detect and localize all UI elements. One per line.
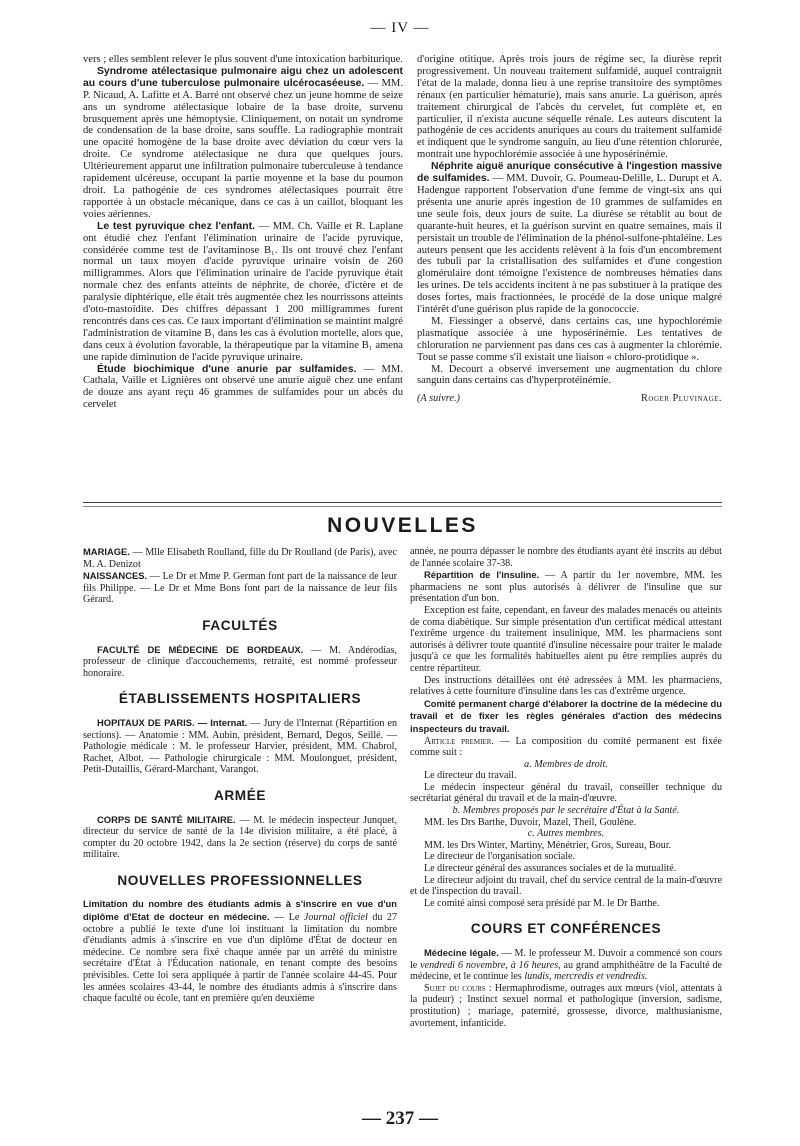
list-item: Le directeur du travail. <box>424 770 517 782</box>
news-text: — M. le professeur M. Duvoir a commencé son cours le <box>410 948 723 971</box>
news-item-hopitaux <box>83 717 397 776</box>
author: M. Fiessinger <box>431 315 493 327</box>
news-item-naissances <box>83 570 397 606</box>
paragraph <box>417 161 722 316</box>
subheading: c. Autres membres. <box>527 828 605 840</box>
list-item: Le médecin inspecteur général du travail, conseiller technique du secrétariat général du travail et de la main-d'œuvre. <box>410 781 722 805</box>
authors: — MM. Cathala, Vaille et Lignières <box>83 363 403 387</box>
page-number: — 237 — <box>362 1108 438 1129</box>
news-text: — Jury de l'Internat (Répartition en sections). — Anatomie : MM. Aubin, président, Bernard, Degos, Seillé. — Pathologie médicale : M. le professeur Harvier, président, MM. Chabrol, Rachet, Albot. — Pathologie chirurgicale : MM. Moulonguet, président, Petit-Dutaillis, Gérard-Marchant, Varangot. <box>83 717 397 776</box>
section-title-etablissements: ÉTABLISSEMENTS HOSPITALIERS <box>118 691 362 707</box>
news-text: — Le Dr et Mme P. German font part de la naissance de leur fils Philippe. — Le Dr et Mme Bons font part de la naissance de leur fils Gérard. <box>83 571 397 606</box>
news-label: NAISSANCES. <box>83 570 148 582</box>
news-label: Répartition de l'insuline. <box>424 569 540 581</box>
news-text: — A partir du 1er novembre, MM. les pharmaciens ne sont plus autorisés à délivrer de l'insuline que sur présentation d'un bon. <box>410 570 722 605</box>
news-label: FACULTÉ DE MÉDECINE DE BORDEAUX. <box>97 643 304 655</box>
news-text: — Le <box>269 912 304 924</box>
authors: — MM. Ch. Vaille et R. Laplane <box>254 220 404 232</box>
news-item-comite <box>410 698 722 736</box>
body-text: rapportent l'observation d'une femme de vingt-six ans qui présenta une anurie après ingestion de 10 grammes de sulfamides en une seule fois, deux jours de suite. La diurèse se rétablit au bout de quarante-huit heures, et la guérison survint en quatre semaines, mais il persistait un trouble de l'élimination de la phénol-sulfone-phtaléine. Les auteurs pensent que les accidents relèvent à la fois d'un encombrement des tubuli par la cristallisation des sulfamides et d'une congestion glomérulaire dont témoigne l'existence de nombreuses hématies dans les urines. De tels accidents incitent à ne pas substituer à la pratique des doses fortes, mais fractionnées, le procédé de la dose unique malgré l'intérêt d'une guérison plus rapide de la gonococcie. <box>417 184 722 316</box>
body-text: ont observé une anurie aiguë chez une enfant de douze ans ayant reçu 46 grammes de sulfamides pour un abcès du cervelet <box>83 375 404 411</box>
section-title-facultes: FACULTÉS <box>202 617 278 633</box>
paragraph <box>83 66 403 221</box>
paragraph <box>410 983 722 1029</box>
news-label: CORPS DE SANTÉ MILITAIRE. <box>97 813 236 825</box>
news-text: — Mlle Elisabeth Roulland, fille du Dr Roulland (de Paris), avec M. A. Denizot <box>83 547 397 570</box>
list-item: Le directeur général des assurances sociales et de la mutualité. <box>424 863 677 875</box>
section-title-nouvelles: NOUVELLES <box>327 514 478 537</box>
list-item: Le directeur de l'organisation sociale. <box>424 851 576 863</box>
news-text: : Hermaphrodisme, outrages aux mœurs (viol, attentats à la pudeur) ; Instinct sexuel normal et pathologique (inversion, sadisme, prostitution) ; mariage, paternité, grossesse, divorce, malthusianisme, avortement, infanticide. <box>410 982 722 1029</box>
paragraph <box>410 736 722 759</box>
article-label: Article premier. <box>424 735 494 747</box>
course-date: vendredi 6 novembre, à 16 heures, <box>420 959 561 971</box>
news-label: HOPITAUX DE PARIS. — Internat. <box>97 716 248 728</box>
authors: — MM. Duvoir, G. Poumeau-Delille, L. Durupt et A. Hadengue <box>417 173 722 196</box>
section-title-cours: COURS ET CONFÉRENCES <box>470 921 662 937</box>
list-item: Le comité ainsi composé sera présidé par M. le Dr Barthe. <box>424 897 660 909</box>
news-item-cours <box>410 947 722 983</box>
divider <box>83 506 722 507</box>
news-item-faculte <box>83 644 397 680</box>
paragraph <box>417 364 722 388</box>
section-title-professionnelles: NOUVELLES PROFESSIONNELLES <box>117 872 363 888</box>
journal-name: Journal officiel <box>303 912 368 924</box>
news-text: — M. Andérodias, professeur de clinique d'accouchements, retraité, est nommé professeur honoraire. <box>83 644 397 679</box>
news-item-mariage <box>83 546 397 570</box>
article-title: Étude biochimique d'une anurie par sulfamides. <box>97 363 357 375</box>
paragraph: Exception est faite, cependant, en faveur des malades menacés ou atteints de coma diabétique. Sur simple présentation d'un certificat médical attestant l'extrême urgence du traitement insulinique, MM. les pharmaciens sont autorisés à délivrer toute quantité d'insuline nécessaire pour traiter le malade jusqu'à ce que les formalités habituelles aient pu être remplies auprès du centre répartiteur. <box>410 604 722 674</box>
author: M. Decourt <box>431 363 483 375</box>
news-label: Comité permanent chargé d'élaborer la doctrine de la médecine du travail et de fixer les règles générales d'action des médecins inspecteurs du travail. <box>410 697 722 734</box>
article-title: Le test pyruvique chez l'enfant. <box>97 220 255 232</box>
paragraph: Des instructions détaillées ont été adressées à MM. les pharmaciens, relatives à cette fourniture d'insuline dans les cas d'extrême urgence. <box>410 674 722 698</box>
paragraph <box>83 364 403 412</box>
news-item-insuline <box>410 569 722 605</box>
body-text: a observé inversement une augmentation du chlore sanguin dans certains cas d'hyperprotéinémie. <box>417 363 722 387</box>
subheading: b. Membres proposés par le secrétaire d'État à la Santé. <box>452 805 680 817</box>
body-text: ont observé chez un jeune homme de seize ans un syndrome atélectasique lobaire de la base droite, survenu brusquement après une hémoptysie. Cliniquement, on notait un syndrome de condensation de la base droite, sans souffle. La radiographie montrait une opacité homogène de la base droite avec déviation du cœur vers la droite. Ce syndrome atélectasique ne dura que quelques jours. Ultérieurement apparut une infiltration pulmonaire tuberculeuse à tendance rapidement ulcéreuse, occupant la partie moyenne et la base du poumon droit. La pathogénie de ces syndromes atélectasiques pourrait être rapportée à un obstacle mécanique, dans ce cas à un caillot, bloquant les voies aériennes. <box>83 89 404 220</box>
paragraph: vers ; elles semblent relever le plus souvent d'une intoxication barbiturique. <box>83 54 403 65</box>
body-text: a observé, dans certains cas, une hypochlorémie plasmatique associée à une hyposérinémie. Les tentatives de chloruration ne parviennent pas dans ces cas à augmenter la chlorémie. Tout se passe comme s'il existait une liaison « chloro-protidique ». <box>417 315 723 363</box>
bottom-right-column <box>410 546 722 1029</box>
list-item: Le directeur adjoint du travail, chef du service central de la main-d'œuvre et de l'inspection du travail. <box>410 874 722 898</box>
section-title-armee: ARMÉE <box>213 787 267 803</box>
paragraph: d'origine otitique. Après trois jours de régime sec, la diurèse reprit progressivement. Un nouveau traitement sulfamidé, auquel contraignit l'état de la malade, donna lieu à une reprise transitoire des symptômes rénaux (en particulier hématurie), mais sans anurie. La guérison, après traitement chirurgical de l'abcès du cervelet, fut complète et, en particulier, il n'exista aucune séquelle rénale. Les auteurs discutent la pathogénie de ces accidents anuriques au cours du traitement sulfamidé et indiquent que le syndrome sanguin, au lieu d'une rétention chlorurée, montrait une hypochlorémie associée à une hyposérinémie. <box>417 54 722 161</box>
paragraph <box>417 316 722 364</box>
list-item: MM. les Drs Barthe, Duvoir, Mazel, Theil, Goulène. <box>424 816 637 828</box>
authors: — MM. P. Nicaud, A. Lafitte et A. Barré <box>83 77 403 101</box>
article-title: Syndrome atélectasique pulmonaire aigu chez un adolescent au cours d'une tuberculose pulmonaire ulcérocaséeuse. <box>83 65 403 89</box>
subheading: a. Membres de droit. <box>524 758 608 770</box>
continued-note: (A suivre.) <box>417 393 460 405</box>
news-text: du 27 octobre a publié le texte d'une loi instituant la limitation du nombre d'étudiants admis à s'inscrire en vue d'un diplôme d'État de docteur en médecine. Ce nombre sera fixé chaque année par un arrêté du ministre secrétaire d'État à l'Éducation nationale, en tenant compte des besoins prévisibles. Cette loi sera appliquée à partir de l'année scolaire 44-45. Pour les années scolaires 43-44, le nombre des étudiants admis à s'inscrire dans chaque faculté ou école, tant en première qu'en deuxième <box>83 912 398 1005</box>
paragraph <box>83 221 403 364</box>
list-item: MM. les Drs Winter, Martiny, Ménétrier, Gros, Sureau, Bour. <box>424 839 672 851</box>
news-label: MARIAGE. <box>83 546 130 557</box>
bottom-left-column <box>83 546 397 1005</box>
top-left-column <box>83 54 403 411</box>
news-label: Médecine légale. <box>424 947 499 958</box>
news-item-armee <box>83 814 397 861</box>
paragraph: année, ne pourra dépasser le nombre des étudiants ayant été inscrits au début de l'année scolaire 37-38. <box>410 546 722 569</box>
body-text: ont étudié chez l'enfant l'élimination urinaire de l'acide pyruvique, considérée comme test de l'avitaminose B₁. Ils ont trouvé chez l'enfant normal un taux moyen d'acide pyruvique urinaire voisin de 260 milligrammes. Alors que l'élimination urinaire de l'acide pyruvique était normale chez des enfants atteints de néphrite, de chorée, d'ictère et de paralysie diphtérique, elle était très augmentée chez les nourrissons atteints d'oto-mastoïdite. Des chiffres dépassant 1 200 milligrammes furent rencontrés dans ces cas. Ce taux important d'élimination se maintint malgré l'administration de vitamine B₁ dans les cas à évolution mortelle, alors que, dans ceux à évolution favorable, la thérapeutique par la vitamine B₁ amena une rapide diminution de l'acide pyruvique urinaire. <box>83 232 403 363</box>
news-text: — La composition du comité permanent est fixée comme suit : <box>410 735 722 759</box>
top-right-column <box>417 54 722 405</box>
news-item-limitation <box>83 898 397 1004</box>
subject-label: Sujet du cours <box>424 982 486 994</box>
news-text: au grand amphithéâtre de la Faculté de médecine, et le continue les <box>410 959 722 983</box>
news-text: — M. le médecin inspecteur Junquet, directeur du service de santé de la 14e division militaire, a été placé, à compter du 20 octobre 1942, dans la 2e section (réserve) du corps de santé militaire. <box>83 814 398 861</box>
course-days: lundis, mercredis et vendredis. <box>524 971 648 983</box>
signature-name: Roger Pluvinage. <box>641 393 722 405</box>
divider <box>83 502 722 503</box>
news-label: Limitation du nombre des étudiants admis à s'inscrire en vue d'un diplôme d'Etat de docteur en médecine. <box>83 898 397 923</box>
article-title: Néphrite aiguë anurique consécutive à l'ingestion massive de sulfamides. <box>417 161 722 185</box>
signature-line <box>417 393 722 405</box>
page-header: — IV — <box>370 20 430 36</box>
